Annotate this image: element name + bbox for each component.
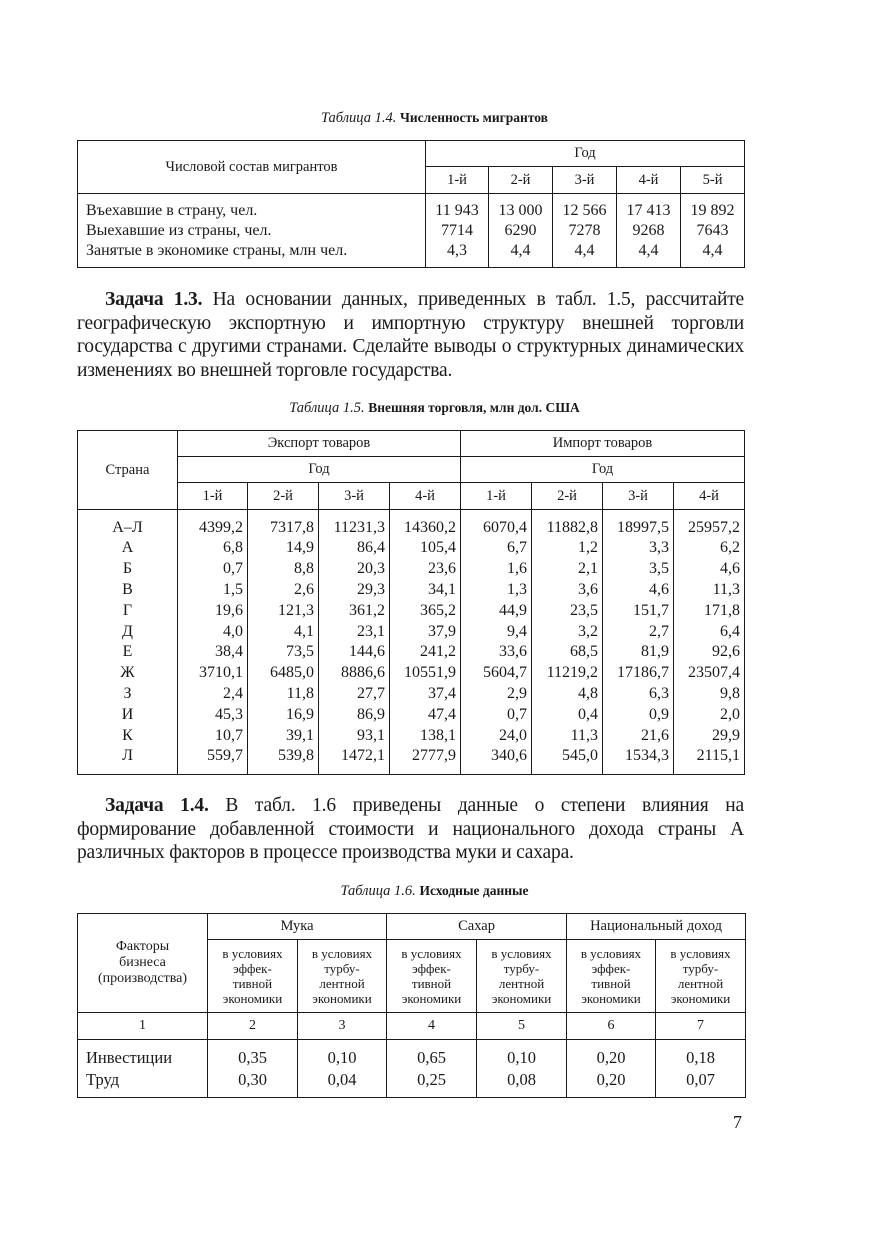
- country-cell: А–Л: [78, 510, 178, 538]
- header-line: Факторы: [115, 939, 170, 954]
- cell-value: 4,4: [574, 241, 595, 259]
- country-cell: Л: [78, 746, 178, 774]
- table-1-5-export-year-header: Год: [178, 457, 461, 483]
- factor-label-cell: Инвестиции: [78, 1040, 208, 1070]
- import-value-cell: 340,6: [461, 746, 532, 774]
- table-row: [78, 621, 745, 642]
- factor-value-cell: 0,25: [387, 1070, 477, 1098]
- table-1-4-year: 4-й: [617, 167, 681, 194]
- table-1-4-year-header: Год: [426, 141, 745, 167]
- country-cell: В: [78, 579, 178, 600]
- table-1-5-year: 3-й: [319, 483, 390, 510]
- export-value-cell: 6485,0: [248, 663, 319, 684]
- table-1-4-caption-title: Численность мигрантов: [399, 110, 548, 125]
- export-value-cell: 27,7: [319, 684, 390, 705]
- import-value-cell: 6,3: [603, 684, 674, 705]
- table-1-5-export-header: Экспорт товаров: [178, 431, 461, 457]
- table-1-5-year: 4-й: [674, 483, 745, 510]
- export-value-cell: 105,4: [390, 538, 461, 559]
- table-1-6-caption-label: Таблица 1.6.: [340, 883, 416, 899]
- table-1-5-year: 3-й: [603, 483, 674, 510]
- task-1-3-label: Задача 1.3.: [105, 289, 203, 310]
- subheader-line: тивной: [591, 976, 631, 991]
- import-value-cell: 33,6: [461, 642, 532, 663]
- table-1-5-year: 2-й: [248, 483, 319, 510]
- import-value-cell: 3,3: [603, 538, 674, 559]
- table-1-5-body: [78, 510, 745, 775]
- subheader-line: лентной: [498, 976, 545, 991]
- cell-value: 9268: [632, 221, 665, 239]
- export-value-cell: 559,7: [178, 746, 248, 774]
- table-1-6-column-numbers-row: [78, 1013, 746, 1040]
- export-value-cell: 39,1: [248, 726, 319, 747]
- export-value-cell: 11,8: [248, 684, 319, 705]
- cell-value: 12 566: [562, 201, 607, 219]
- export-value-cell: 73,5: [248, 642, 319, 663]
- import-value-cell: 24,0: [461, 726, 532, 747]
- factor-value-cell: 0,10: [298, 1040, 387, 1070]
- export-value-cell: 93,1: [319, 726, 390, 747]
- table-1-4-caption-label: Таблица 1.4.: [321, 110, 397, 126]
- import-value-cell: 151,7: [603, 600, 674, 621]
- export-value-cell: 241,2: [390, 642, 461, 663]
- export-value-cell: 34,1: [390, 579, 461, 600]
- subheader-effective-economy: [567, 940, 656, 1013]
- subheader-line: турбу-: [682, 961, 719, 976]
- table-1-6-factors-header: [78, 914, 208, 1013]
- export-value-cell: 1,5: [178, 579, 248, 600]
- cell-value: 4,4: [702, 241, 723, 259]
- factor-value-cell: 0,30: [208, 1070, 298, 1098]
- country-cell: Ж: [78, 663, 178, 684]
- subheader-line: лентной: [319, 976, 365, 991]
- country-cell: И: [78, 705, 178, 726]
- import-value-cell: 9,4: [461, 621, 532, 642]
- import-value-cell: 3,2: [532, 621, 603, 642]
- import-value-cell: 0,7: [461, 705, 532, 726]
- export-value-cell: 7317,8: [248, 510, 319, 538]
- cell-value: 17 413: [626, 201, 671, 219]
- export-value-cell: 2,6: [248, 579, 319, 600]
- import-value-cell: 17186,7: [603, 663, 674, 684]
- cell-value: 7714: [441, 221, 473, 239]
- table-1-4-labels: [78, 194, 426, 268]
- import-value-cell: 0,4: [532, 705, 603, 726]
- export-value-cell: 365,2: [390, 600, 461, 621]
- table-1-4-year: 1-й: [426, 167, 489, 194]
- country-cell: К: [78, 726, 178, 747]
- import-value-cell: 44,9: [461, 600, 532, 621]
- subheader-line: экономики: [581, 991, 641, 1006]
- import-value-cell: 92,6: [674, 642, 745, 663]
- import-value-cell: 6,7: [461, 538, 532, 559]
- subheader-line: в условиях: [580, 946, 642, 961]
- table-1-5-caption: [0, 400, 869, 417]
- table-1-5-year: 1-й: [178, 483, 248, 510]
- table-row: [78, 600, 745, 621]
- export-value-cell: 16,9: [248, 705, 319, 726]
- subheader-line: турбу-: [503, 961, 540, 976]
- import-value-cell: 11,3: [532, 726, 603, 747]
- export-value-cell: 37,4: [390, 684, 461, 705]
- table-1-5-year: 1-й: [461, 483, 532, 510]
- table-1-4-year: 3-й: [553, 167, 617, 194]
- subheader-line: в условиях: [491, 946, 552, 961]
- table-1-5-year: 2-й: [532, 483, 603, 510]
- import-value-cell: 11882,8: [532, 510, 603, 538]
- subheader-turbulent-economy: [298, 940, 387, 1013]
- cell-value: 13 000: [498, 201, 543, 219]
- factor-value-cell: 0,10: [477, 1040, 567, 1070]
- column-number-cell: 3: [298, 1013, 387, 1040]
- import-value-cell: 29,9: [674, 726, 745, 747]
- table-1-5-import-header: Импорт товаров: [461, 431, 745, 457]
- country-cell: Е: [78, 642, 178, 663]
- factor-value-cell: 0,20: [567, 1040, 656, 1070]
- import-value-cell: 9,8: [674, 684, 745, 705]
- subheader-turbulent-economy: [656, 940, 746, 1013]
- subheader-line: эффек-: [591, 961, 631, 976]
- header-line: бизнеса: [119, 955, 166, 970]
- export-value-cell: 8886,6: [319, 663, 390, 684]
- import-value-cell: 545,0: [532, 746, 603, 774]
- export-value-cell: 20,3: [319, 558, 390, 579]
- factor-value-cell: 0,20: [567, 1070, 656, 1098]
- import-value-cell: 11219,2: [532, 663, 603, 684]
- import-value-cell: 0,9: [603, 705, 674, 726]
- column-number-cell: 4: [387, 1013, 477, 1040]
- import-value-cell: 1534,3: [603, 746, 674, 774]
- table-1-4-row-header: Числовой состав мигрантов: [78, 141, 426, 194]
- column-number-cell: 2: [208, 1013, 298, 1040]
- export-value-cell: 11231,3: [319, 510, 390, 538]
- cell-value: 11 943: [435, 201, 479, 219]
- factor-value-cell: 0,18: [656, 1040, 746, 1070]
- column-number-cell: 6: [567, 1013, 656, 1040]
- country-cell: Д: [78, 621, 178, 642]
- export-value-cell: 37,9: [390, 621, 461, 642]
- export-value-cell: 86,4: [319, 538, 390, 559]
- table-row: [78, 579, 745, 600]
- import-value-cell: 23507,4: [674, 663, 745, 684]
- factor-label-cell: Труд: [78, 1070, 208, 1098]
- import-value-cell: 11,3: [674, 579, 745, 600]
- row-label: Въехавшие в страну, чел.: [86, 201, 258, 219]
- import-value-cell: 3,6: [532, 579, 603, 600]
- export-value-cell: 45,3: [178, 705, 248, 726]
- task-1-4-text: В табл. 1.6 приведены данные о степени влияния на формирование добавленной стоимости и национального дохода страны А различных факторов в процессе производства муки и сахара.: [77, 795, 744, 863]
- factor-value-cell: 0,65: [387, 1040, 477, 1070]
- table-1-5-caption-title: Внешняя торговля, млн дол. США: [368, 400, 580, 415]
- subheader-turbulent-economy: [477, 940, 567, 1013]
- table-1-4-col: [681, 194, 745, 268]
- export-value-cell: 4399,2: [178, 510, 248, 538]
- import-value-cell: 2,7: [603, 621, 674, 642]
- export-value-cell: 86,9: [319, 705, 390, 726]
- export-value-cell: 23,6: [390, 558, 461, 579]
- country-cell: З: [78, 684, 178, 705]
- subheader-line: эффек-: [233, 961, 272, 976]
- subheader-line: экономики: [670, 991, 731, 1006]
- table-row: [78, 538, 745, 559]
- subheader-line: экономики: [401, 991, 462, 1006]
- subheader-line: турбу-: [324, 961, 360, 976]
- import-value-cell: 6070,4: [461, 510, 532, 538]
- column-number-cell: 5: [477, 1013, 567, 1040]
- table-1-6-caption-title: Исходные данные: [419, 883, 529, 898]
- task-1-4-paragraph: [77, 794, 744, 865]
- cell-value: 6290: [504, 221, 537, 239]
- task-1-3-text: На основании данных, приведенных в табл. 1.5, рассчитайте географическую экспортную и импортную структуру внешней торговли государства с другими странами. Сделайте выводы о структурных динамических изменениях во внешней торговле государства.: [77, 289, 744, 381]
- import-value-cell: 6,4: [674, 621, 745, 642]
- table-1-5-import-year-header: Год: [461, 457, 745, 483]
- cell-value: 7643: [696, 221, 729, 239]
- cell-value: 4,3: [447, 241, 467, 259]
- table-1-4-year: 2-й: [489, 167, 553, 194]
- subheader-line: в условиях: [311, 946, 373, 961]
- import-value-cell: 3,5: [603, 558, 674, 579]
- table-1-4-year: 5-й: [681, 167, 745, 194]
- country-cell: Г: [78, 600, 178, 621]
- import-value-cell: 1,3: [461, 579, 532, 600]
- table-1-6-group-national-income: Национальный доход: [567, 914, 746, 940]
- table-row: [78, 726, 745, 747]
- country-cell: Б: [78, 558, 178, 579]
- export-value-cell: 361,2: [319, 600, 390, 621]
- subheader-line: экономики: [491, 991, 552, 1006]
- export-value-cell: 2777,9: [390, 746, 461, 774]
- factor-value-cell: 0,08: [477, 1070, 567, 1098]
- subheader-line: экономики: [312, 991, 372, 1006]
- subheader-effective-economy: [387, 940, 477, 1013]
- export-value-cell: 29,3: [319, 579, 390, 600]
- import-value-cell: 1,2: [532, 538, 603, 559]
- table-1-5-caption-label: Таблица 1.5.: [289, 400, 365, 416]
- row-label: Занятые в экономике страны, млн чел.: [86, 241, 348, 259]
- table-row: [78, 194, 745, 268]
- import-value-cell: 5604,7: [461, 663, 532, 684]
- export-value-cell: 10551,9: [390, 663, 461, 684]
- table-row: [78, 746, 745, 774]
- subheader-line: тивной: [411, 976, 452, 991]
- subheader-line: тивной: [232, 976, 273, 991]
- cell-value: 7278: [568, 221, 601, 239]
- import-value-cell: 2,0: [674, 705, 745, 726]
- import-value-cell: 1,6: [461, 558, 532, 579]
- table-1-6-caption: [0, 883, 869, 900]
- table-row: [78, 642, 745, 663]
- subheader-line: лентной: [677, 976, 724, 991]
- import-value-cell: 4,6: [603, 579, 674, 600]
- table-1-4-caption: [0, 110, 869, 127]
- table-row: [78, 510, 745, 538]
- table-1-4-col: [426, 194, 489, 268]
- page-number: 7: [733, 1112, 742, 1132]
- import-value-cell: 81,9: [603, 642, 674, 663]
- table-1-4-migrants: [77, 140, 745, 268]
- table-1-4-col: [617, 194, 681, 268]
- import-value-cell: 4,6: [674, 558, 745, 579]
- cell-value: 19 892: [690, 201, 735, 219]
- import-value-cell: 68,5: [532, 642, 603, 663]
- import-value-cell: 18997,5: [603, 510, 674, 538]
- export-value-cell: 2,4: [178, 684, 248, 705]
- table-1-5-foreign-trade: [77, 430, 745, 775]
- table-1-5-year: 4-й: [390, 483, 461, 510]
- table-row: [78, 558, 745, 579]
- table-1-6-group-flour: Мука: [208, 914, 387, 940]
- table-row: [78, 1070, 746, 1098]
- export-value-cell: 1472,1: [319, 746, 390, 774]
- task-1-4-label: Задача 1.4.: [105, 795, 209, 816]
- cell-value: 4,4: [638, 241, 659, 259]
- export-value-cell: 539,8: [248, 746, 319, 774]
- export-value-cell: 10,7: [178, 726, 248, 747]
- export-value-cell: 6,8: [178, 538, 248, 559]
- export-value-cell: 4,0: [178, 621, 248, 642]
- table-row: [78, 663, 745, 684]
- import-value-cell: 171,8: [674, 600, 745, 621]
- table-1-5-country-header: Страна: [78, 431, 178, 510]
- table-1-4-col: [553, 194, 617, 268]
- table-1-6-source-data: [77, 913, 746, 1098]
- import-value-cell: 4,8: [532, 684, 603, 705]
- factor-value-cell: 0,04: [298, 1070, 387, 1098]
- import-value-cell: 25957,2: [674, 510, 745, 538]
- export-value-cell: 0,7: [178, 558, 248, 579]
- subheader-line: экономики: [222, 991, 283, 1006]
- table-1-4-col: [489, 194, 553, 268]
- export-value-cell: 19,6: [178, 600, 248, 621]
- table-row: [78, 1040, 746, 1070]
- export-value-cell: 4,1: [248, 621, 319, 642]
- column-number-cell: 7: [656, 1013, 746, 1040]
- export-value-cell: 3710,1: [178, 663, 248, 684]
- cell-value: 4,4: [510, 241, 531, 259]
- subheader-line: в условиях: [401, 946, 462, 961]
- export-value-cell: 8,8: [248, 558, 319, 579]
- factor-value-cell: 0,07: [656, 1070, 746, 1098]
- table-row: [78, 705, 745, 726]
- export-value-cell: 47,4: [390, 705, 461, 726]
- export-value-cell: 144,6: [319, 642, 390, 663]
- import-value-cell: 21,6: [603, 726, 674, 747]
- import-value-cell: 2,9: [461, 684, 532, 705]
- row-label: Выехавшие из страны, чел.: [86, 221, 272, 239]
- export-value-cell: 121,3: [248, 600, 319, 621]
- import-value-cell: 2,1: [532, 558, 603, 579]
- table-1-6-group-sugar: Сахар: [387, 914, 567, 940]
- table-row: [78, 684, 745, 705]
- factor-value-cell: 0,35: [208, 1040, 298, 1070]
- header-line: (производства): [97, 971, 188, 986]
- subheader-line: в условиях: [222, 946, 283, 961]
- country-cell: А: [78, 538, 178, 559]
- export-value-cell: 14,9: [248, 538, 319, 559]
- column-number-cell: 1: [78, 1013, 208, 1040]
- subheader-line: в условиях: [670, 946, 731, 961]
- import-value-cell: 2115,1: [674, 746, 745, 774]
- subheader-effective-economy: [208, 940, 298, 1013]
- export-value-cell: 23,1: [319, 621, 390, 642]
- import-value-cell: 6,2: [674, 538, 745, 559]
- export-value-cell: 14360,2: [390, 510, 461, 538]
- export-value-cell: 138,1: [390, 726, 461, 747]
- import-value-cell: 23,5: [532, 600, 603, 621]
- subheader-line: эффек-: [412, 961, 451, 976]
- export-value-cell: 38,4: [178, 642, 248, 663]
- task-1-3-paragraph: [77, 288, 744, 382]
